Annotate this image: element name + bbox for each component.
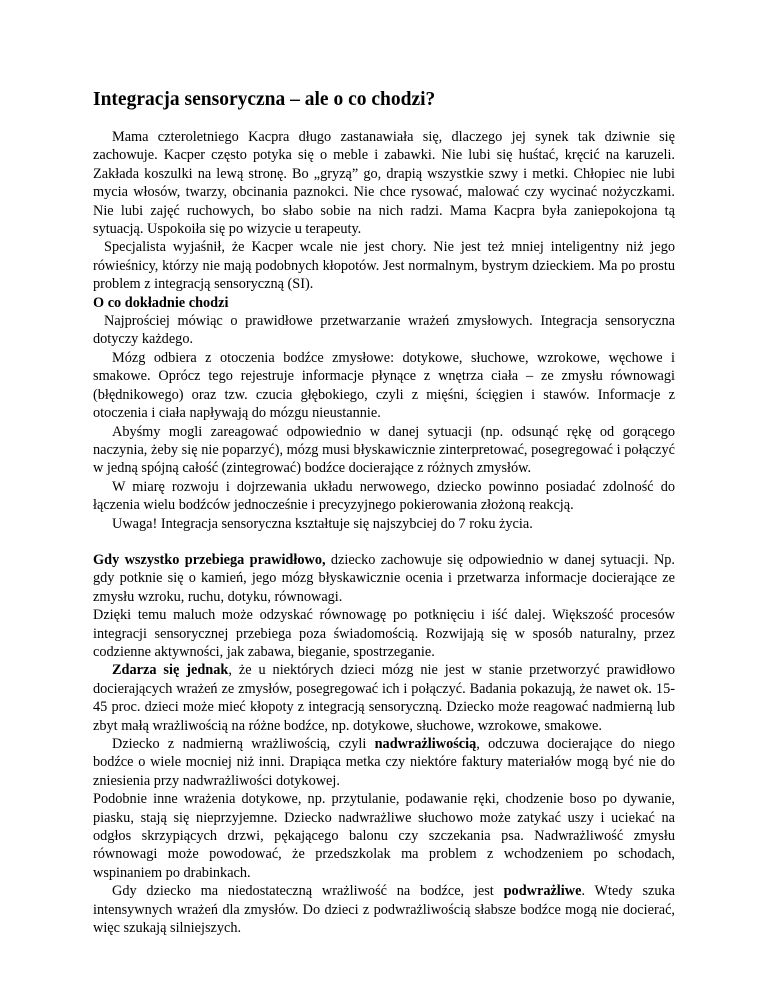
hyposensitivity-term: podwrażliwe: [503, 883, 582, 900]
hypersensitivity-pre-text: Dziecko z nadmierną wrażliwością, czyli: [112, 736, 375, 752]
hyposensitivity-paragraph: [93, 882, 675, 937]
intro-paragraph-1: Mama czteroletniego Kacpra długo zastanawiała się, dlaczego jej synek tak dziwnie się zachowuje. Kacper często potyka się o meble i zabawki. Nie lubi się huśtać, kręcić na karuzeli. Zakłada koszulki na lewą stronę. Bo „gryzą” go, drapią wszystkie szwy i metki. Chłopiec nie lubi mycia włosów, twarzy, obcinania paznokci. Nie chce rysować, malować czy wycinać nożyczkami. Nie lubi zajęć ruchowych, bo słabo sobie na nich radzi. Mama Kacpra była zaniepokojona tą sytuacją. Uspokoiła się po wizycie u terapeuty.: [93, 129, 675, 238]
normal-paragraph-2: Dzięki temu maluch może odzyskać równowagę po potknięciu i iść dalej. Większość procesów integracji sensorycznej przebiega poza świadomością. Rozwijają się w sposób naturalny, przez codzienne aktywności, jak zabawa, bieganie, spostrzeganie.: [93, 607, 675, 660]
normal-paragraph-1: [93, 551, 675, 606]
details-paragraph-2: Mózg odbiera z otoczenia bodźce zmysłowe: dotykowe, słuchowe, wzrokowe, węchowe i smakowe. Oprócz tego rejestruje informacje płynące z wnętrza ciała – ze zmysłu równowagi (błędnikowego) oraz tzw. czucia głębokiego, czyli z mięśni, ścięgien i stawów. Informacje z otoczenia i ciała napływają do mózgu nieustannie.: [93, 349, 675, 422]
hypersensitivity-examples-paragraph: Podobnie inne wrażenia dotykowe, np. przytulanie, podawanie ręki, chodzenie boso po dywanie, piasku, stają się nieprzyjemne. Dziecko nadwrażliwe słuchowo może zatykać uszy i uciekać na odgłos skrzypiących drzwi, pękającego balonu czy szczekania psa. Nadwrażliwość zmysłu równowagi może powodować, że przedszkolak ma problem z wchodzeniem po schodach, wspinaniem po drabinkach.: [93, 791, 675, 881]
disorder-paragraph-1: [93, 661, 675, 735]
disorder-lead-bold: Zdarza się jednak: [112, 662, 229, 679]
normal-lead-text: dziecko zachowuje się odpowiednio w danej sytuacji. Np. gdy potknie się o kamień, jego mózg błyskawicznie ocenia i przetwarza informacje docierające ze zmysłu wzroku, ruchu, dotyku, równowagi.: [93, 551, 675, 605]
details-paragraph-3: Abyśmy mogli zareagować odpowiednio w danej sytuacji (np. odsunąć rękę od gorącego naczynia, żeby się nie poparzyć), mózg musi błyskawicznie zinterpretować, posegregować i połączyć w jedną spójną całość (zintegrować) bodźce docierające z różnych zmysłów.: [93, 423, 675, 477]
section-heading-details: O co dokładnie chodzi: [93, 294, 229, 311]
document-title: Integracja sensoryczna – ale o co chodzi?: [93, 89, 436, 110]
details-paragraph-4: W miarę rozwoju i dojrzewania układu nerwowego, dziecko powinno posiadać zdolność do łączenia wielu bodźców jednocześnie i precyzyjnego pokierowania złożoną reakcją.: [93, 478, 675, 514]
hyposensitivity-pre-text: Gdy dziecko ma niedostateczną wrażliwość na bodźce, jest: [112, 883, 504, 900]
disorder-lead-text: , że u niektórych dzieci mózg nie jest w stanie przetworzyć prawidłowo docierających wrażeń ze zmysłów, posegregować ich i połączyć. Badania pokazują, że nawet ok. 15-45 proc. dzieci może mieć kłopoty z integracją sensoryczną. Dziecko może reagować nadmierną lub zbyt małą wrażliwością na różne bodźce, np. dotykowe, słuchowe, wzrokowe, smakowe.: [93, 662, 675, 734]
details-paragraph-5: Uwaga! Integracja sensoryczna kształtuje się najszybciej do 7 roku życia.: [112, 515, 533, 532]
hypersensitivity-term: nadwrażliwością: [374, 736, 477, 752]
details-paragraph-1: Najprościej mówiąc o prawidłowe przetwarzanie wrażeń zmysłowych. Integracja sensoryczna dotyczy każdego.: [93, 313, 675, 348]
hyposensitivity-rest-text: . Wtedy szuka intensywnych wrażeń dla zmysłów. Do dzieci z podwrażliwością słabsze bodźce mogą nie docierać, więc szukają silniejszych.: [93, 883, 676, 937]
intro-paragraph-2: Specjalista wyjaśnił, że Kacper wcale nie jest chory. Nie jest też mniej inteligentny niż jego rówieśnicy, którzy nie mają podobnych kłopotów. Jest normalnym, bystrym dzieckiem. Ma po prostu problem z integracją sensoryczną (SI).: [93, 239, 675, 293]
normal-lead-bold: Gdy wszystko przebiega prawidłowo,: [93, 551, 326, 568]
hypersensitivity-paragraph: [93, 735, 675, 790]
hypersensitivity-rest-text: , odczuwa docierające do niego bodźce o wiele mocniej niż inni. Drapiąca metka czy niektóre faktury materiałów mogą być nie do zniesienia przy nadwrażliwości dotykowej.: [93, 736, 675, 789]
